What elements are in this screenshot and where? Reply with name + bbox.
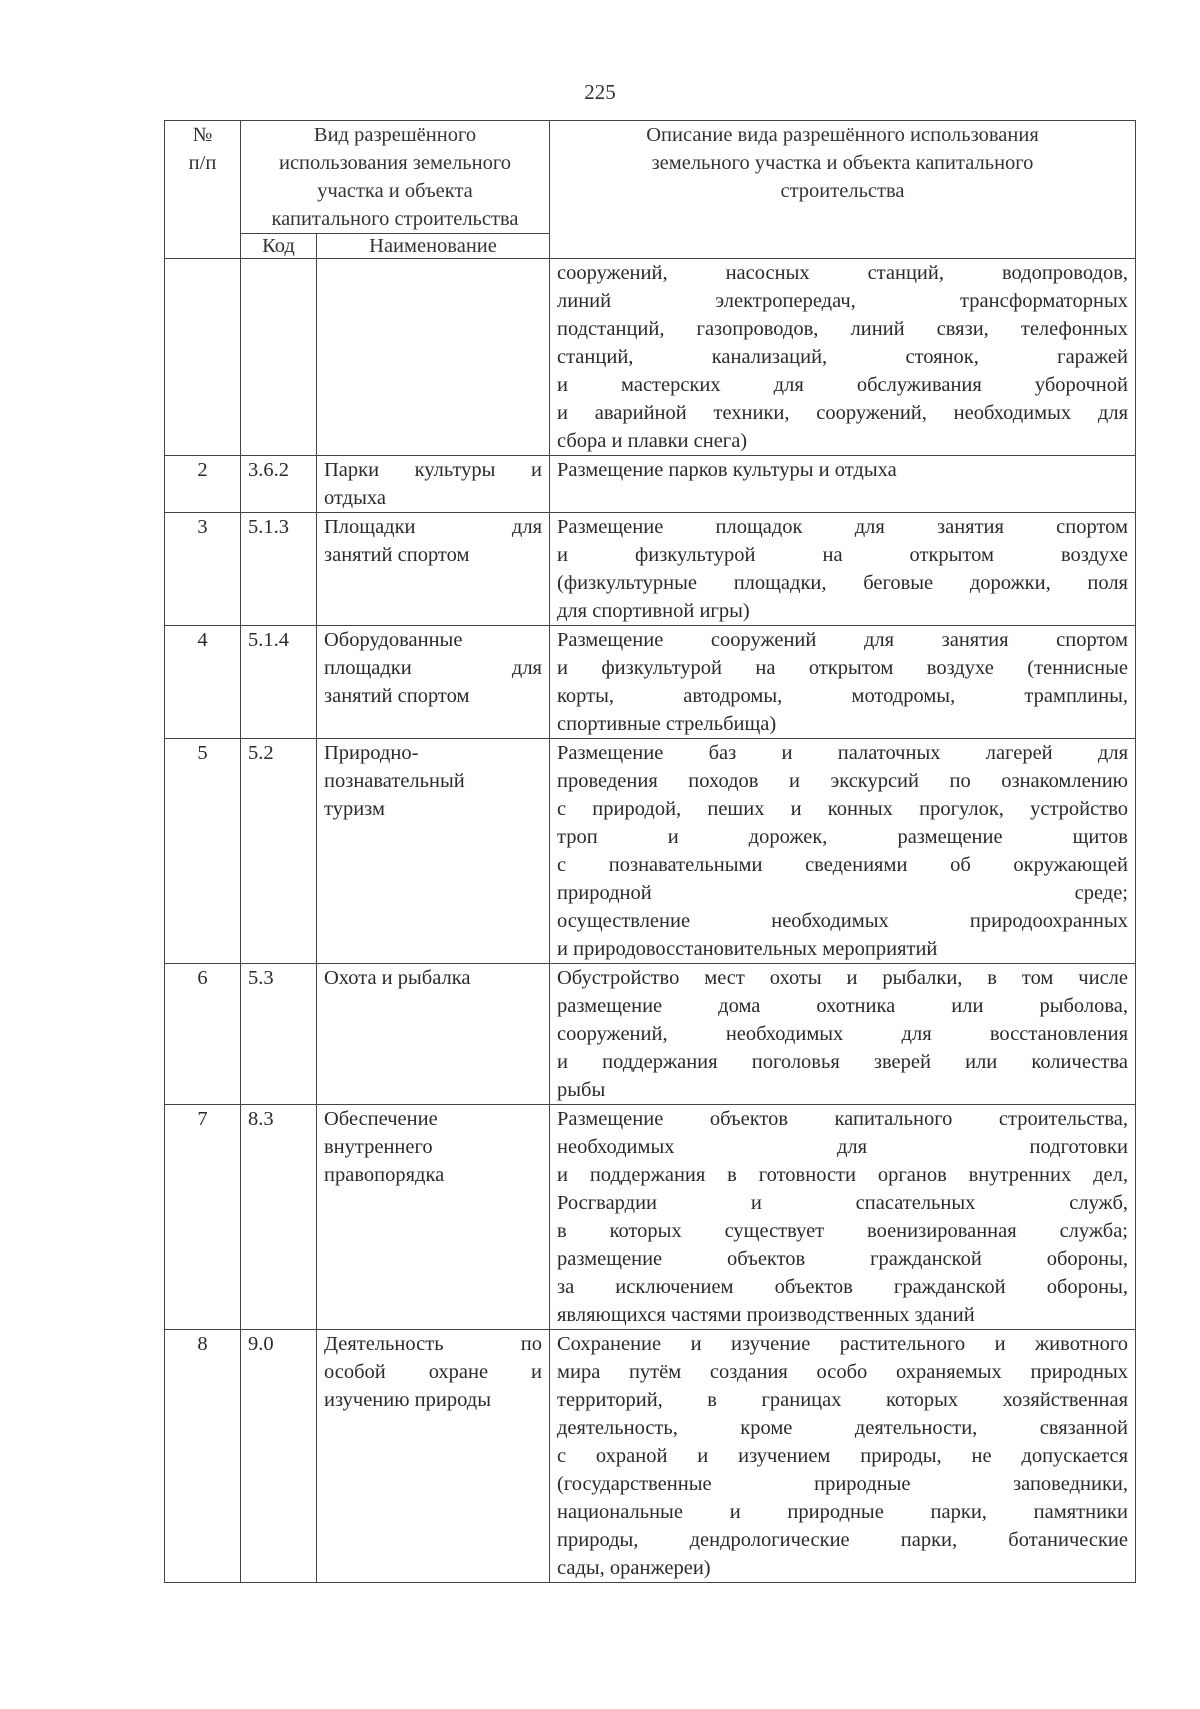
row-num [165, 259, 241, 456]
row-code: 9.0 [241, 1330, 317, 1583]
row-name [317, 513, 550, 626]
table-row [165, 739, 1136, 964]
row-name [317, 1105, 550, 1330]
row-name-line: отдыха [324, 487, 386, 509]
table-row [165, 1105, 1136, 1330]
row-name-line: Парки культуры и [324, 459, 542, 481]
header-num [165, 121, 241, 259]
row-code [241, 259, 317, 456]
row-description-line: и природовосстановительных мероприятий [557, 938, 938, 960]
row-description-line: Размещение баз и палаточных лагерей для [557, 742, 1128, 764]
page-number: 225 [584, 80, 616, 104]
row-name-line: внутреннего [324, 1136, 433, 1158]
row-description-line: и аварийной техники, сооружений, необходимых для [557, 402, 1128, 424]
header-code: Код [241, 234, 317, 259]
row-name-line: Обеспечение [324, 1108, 438, 1130]
row-code: 5.1.4 [241, 626, 317, 739]
header-num-line: п/п [188, 152, 217, 174]
row-description-line: сооружений, необходимых для восстановления [557, 1023, 1128, 1045]
row-description-line: (физкультурные площадки, беговые дорожки, поля [557, 572, 1128, 594]
row-name [317, 259, 550, 456]
row-description-line: линий электропередач, трансформаторных [557, 290, 1128, 312]
row-name-line: занятий спортом [324, 544, 470, 566]
row-description-line: территорий, в границах которых хозяйственная [557, 1389, 1128, 1411]
row-code: 3.6.2 [241, 456, 317, 513]
row-description [550, 626, 1136, 739]
header-kind-line: использования земельного [278, 152, 512, 174]
header-desc-line: строительства [780, 180, 905, 202]
table-row [165, 1330, 1136, 1583]
row-description-line: Размещение объектов капитального строительства, [557, 1108, 1128, 1130]
row-description-line: сооружений, насосных станций, водопроводов, [557, 262, 1128, 284]
table-body [165, 259, 1136, 1583]
table-row [165, 513, 1136, 626]
row-name-line: Деятельность по [324, 1333, 542, 1355]
row-description-line: деятельность, кроме деятельности, связанной [557, 1417, 1128, 1439]
row-description-line: с природой, пеших и конных прогулок, устройство [557, 798, 1128, 820]
row-description-line: Размещение площадок для занятия спортом [557, 516, 1128, 538]
header-kind-line: Вид разрешённого [313, 124, 477, 146]
row-description-line: с познавательными сведениями об окружающей [557, 854, 1128, 876]
header-name: Наименование [317, 234, 550, 259]
row-code: 5.3 [241, 964, 317, 1105]
row-description-line: за исключением объектов гражданской обороны, [557, 1276, 1128, 1298]
row-description-line: и физкультурой на открытом воздухе (теннисные [557, 657, 1128, 679]
row-num: 8 [165, 1330, 241, 1583]
row-name-line: Природно- [324, 742, 419, 764]
row-num: 7 [165, 1105, 241, 1330]
row-description-line: осуществление необходимых природоохранных [557, 910, 1128, 932]
table-row [165, 259, 1136, 456]
row-name-line: правопорядка [324, 1164, 445, 1186]
header-row-main [165, 121, 1136, 234]
row-name-line: Площадки для [324, 516, 542, 538]
row-description-line: для спортивной игры) [557, 600, 750, 622]
row-description-line: необходимых для подготовки [557, 1136, 1128, 1158]
header-desc-line: Описание вида разрешённого использования [646, 124, 1039, 146]
row-name [317, 626, 550, 739]
row-code: 5.1.3 [241, 513, 317, 626]
row-description [550, 513, 1136, 626]
row-description-line: и физкультурой на открытом воздухе [557, 544, 1128, 566]
table-row [165, 626, 1136, 739]
row-description-line: сады, оранжереи) [557, 1557, 711, 1579]
row-code: 5.2 [241, 739, 317, 964]
row-description [550, 1105, 1136, 1330]
row-description-line: Обустройство мест охоты и рыбалки, в том числе [557, 967, 1128, 989]
row-description-line: размещение дома охотника или рыболова, [557, 995, 1128, 1017]
row-num: 5 [165, 739, 241, 964]
row-description-line: с охраной и изучением природы, не допускается [557, 1445, 1128, 1467]
row-description-line: рыбы [557, 1079, 606, 1101]
row-name [317, 739, 550, 964]
row-num: 6 [165, 964, 241, 1105]
row-name [317, 964, 550, 1105]
row-description-line: природной среде; [557, 882, 1128, 904]
table-row [165, 456, 1136, 513]
row-name-line: площадки для [324, 657, 542, 679]
row-name-line: Оборудованные [324, 629, 463, 651]
table-row [165, 964, 1136, 1105]
row-name-line: туризм [324, 798, 385, 820]
row-description-line: размещение объектов гражданской обороны, [557, 1248, 1128, 1270]
row-description-line: корты, автодромы, мотодромы, трамплины, [557, 685, 1128, 707]
row-name-line: Охота и рыбалка [324, 967, 471, 989]
row-description-line: троп и дорожек, размещение щитов [557, 826, 1128, 848]
header-kind-line: участка и объекта [317, 180, 473, 202]
row-code: 8.3 [241, 1105, 317, 1330]
row-description-line: сбора и плавки снега) [557, 430, 748, 452]
row-description [550, 964, 1136, 1105]
row-description-line: Размещение парков культуры и отдыха [557, 459, 897, 481]
header-desc [550, 121, 1136, 259]
header-kind-line: капитального строительства [271, 208, 519, 230]
row-num: 3 [165, 513, 241, 626]
row-description-line: и поддержания в готовности органов внутренних дел, [557, 1164, 1128, 1186]
row-description-line: станций, канализаций, стоянок, гаражей [557, 346, 1128, 368]
row-description-line: проведения походов и экскурсий по ознакомлению [557, 770, 1128, 792]
row-description-line: Росгвардии и спасательных служб, [557, 1192, 1128, 1214]
header-desc-line: земельного участка и объекта капитального [651, 152, 1034, 174]
row-description-line: Сохранение и изучение растительного и животного [557, 1333, 1128, 1355]
row-description-line: подстанций, газопроводов, линий связи, телефонных [557, 318, 1128, 340]
row-description-line: Размещение сооружений для занятия спортом [557, 629, 1128, 651]
row-description [550, 456, 1136, 513]
header-num-line: № [192, 124, 213, 146]
row-name-line: познавательный [324, 770, 465, 792]
row-description-line: (государственные природные заповедники, [557, 1473, 1128, 1495]
header-kind [241, 121, 550, 234]
row-description [550, 1330, 1136, 1583]
row-num: 4 [165, 626, 241, 739]
row-description-line: мира путём создания особо охраняемых природных [557, 1361, 1128, 1383]
row-num: 2 [165, 456, 241, 513]
row-description-line: и мастерских для обслуживания уборочной [557, 374, 1128, 396]
land-use-table [164, 120, 1136, 1583]
row-name-line: особой охране и [324, 1361, 542, 1383]
row-description-line: природы, дендрологические парки, ботанические [557, 1529, 1128, 1551]
row-name [317, 1330, 550, 1583]
row-description-line: и поддержания поголовья зверей или количества [557, 1051, 1128, 1073]
row-description-line: национальные и природные парки, памятники [557, 1501, 1128, 1523]
row-description-line: являющихся частями производственных зданий [557, 1304, 975, 1326]
row-name [317, 456, 550, 513]
row-description [550, 739, 1136, 964]
row-name-line: изучению природы [324, 1389, 491, 1411]
row-description-line: в которых существует военизированная служба; [557, 1220, 1128, 1242]
row-name-line: занятий спортом [324, 685, 470, 707]
row-description-line: спортивные стрельбища) [557, 713, 777, 735]
row-description [550, 259, 1136, 456]
